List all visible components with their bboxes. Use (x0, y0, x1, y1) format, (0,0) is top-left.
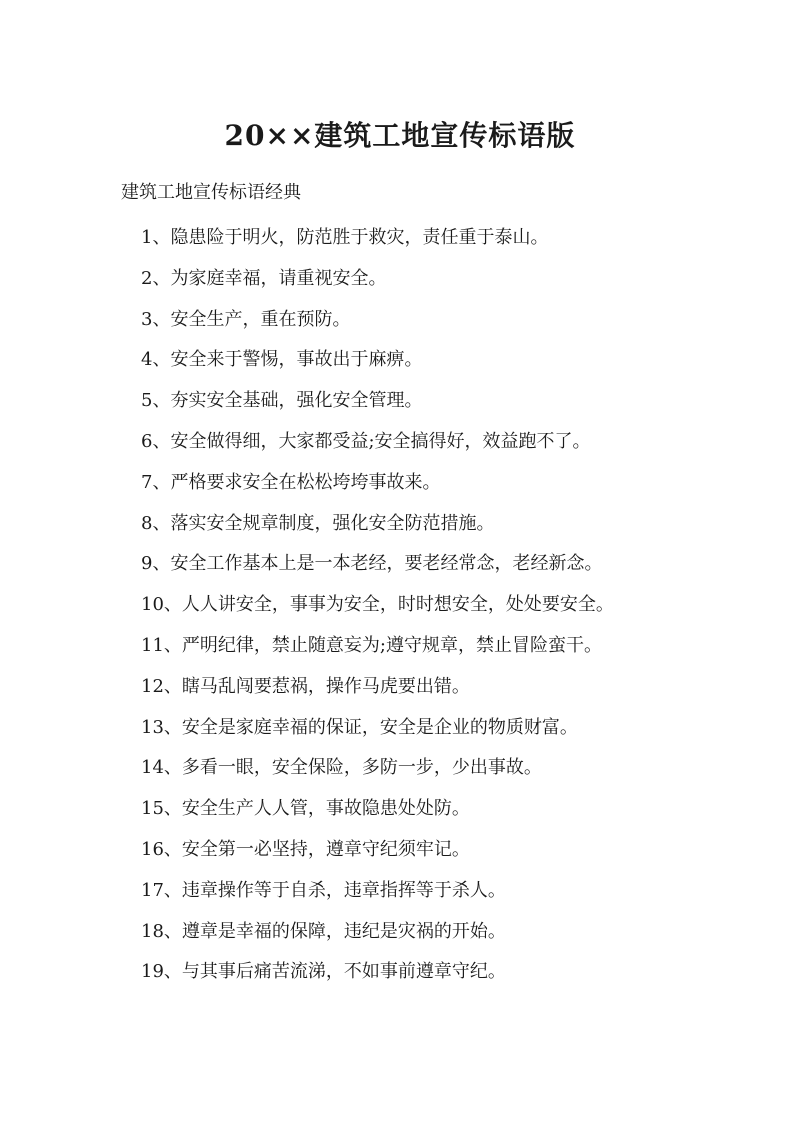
list-item: 8、落实安全规章制度，强化安全防范措施。 (141, 512, 495, 534)
document-title: 20××建筑工地宣传标语版 (224, 119, 576, 152)
list-item: 6、安全做得细，大家都受益;安全搞得好，效益跑不了。 (141, 430, 591, 452)
slogan-list (141, 222, 614, 997)
list-item: 1、隐患险于明火，防范胜于救灾，责任重于泰山。 (141, 227, 549, 248)
list-item: 4、安全来于警惕，事故出于麻痹。 (141, 349, 423, 371)
list-item: 19、与其事后痛苦流涕，不如事前遵章守纪。 (141, 961, 506, 983)
list-item: 2、为家庭幸福，请重视安全。 (141, 267, 387, 289)
list-item: 16、安全第一必坚持，遵章守纪须牢记。 (141, 838, 470, 860)
list-item: 10、人人讲安全，事事为安全，时时想安全，处处要安全。 (141, 594, 614, 616)
list-item: 12、瞎马乱闯要惹祸，操作马虎要出错。 (141, 675, 470, 697)
list-item: 11、严明纪律，禁止随意妄为;遵守规章，禁止冒险蛮干。 (141, 634, 602, 656)
list-item: 7、严格要求安全在松松垮垮事故来。 (141, 471, 441, 493)
list-item: 3、安全生产，重在预防。 (141, 308, 351, 330)
section-heading: 建筑工地宣传标语经典 (121, 182, 301, 203)
list-item: 14、多看一眼，安全保险，多防一步，少出事故。 (141, 757, 542, 779)
list-item: 17、违章操作等于自杀，违章指挥等于杀人。 (141, 879, 506, 901)
list-item: 15、安全生产人人管，事故隐患处处防。 (141, 798, 470, 820)
list-item: 9、安全工作基本上是一本老经，要老经常念，老经新念。 (141, 553, 603, 575)
list-item: 13、安全是家庭幸福的保证，安全是企业的物质财富。 (141, 716, 578, 738)
list-item: 5、夯实安全基础，强化安全管理。 (141, 390, 423, 412)
list-item: 18、遵章是幸福的保障，违纪是灾祸的开始。 (141, 920, 506, 942)
